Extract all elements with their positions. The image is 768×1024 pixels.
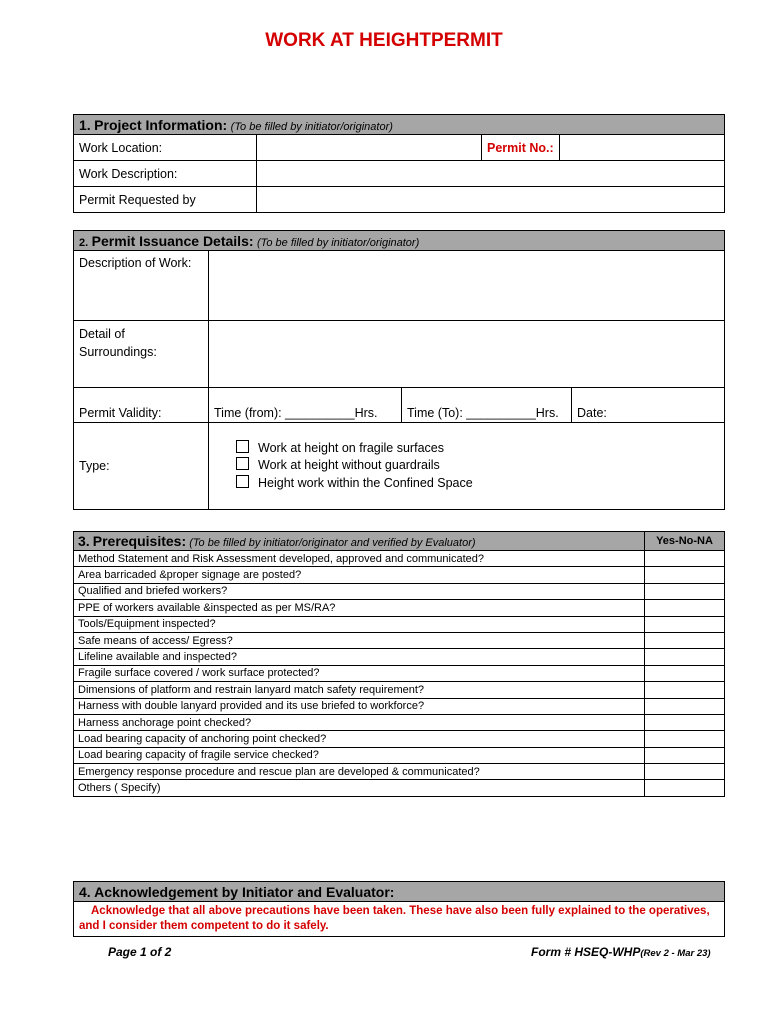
yes-no-na-cell[interactable] [645, 731, 725, 747]
permit-no-field[interactable] [560, 135, 725, 161]
yes-no-na-cell[interactable] [645, 616, 725, 632]
time-to-field[interactable]: Time (To): __________Hrs. [402, 388, 572, 423]
section4-header [74, 882, 725, 902]
yes-no-na-cell[interactable] [645, 567, 725, 583]
table-row [74, 551, 725, 567]
table-row [74, 764, 725, 780]
type-option-fragile[interactable] [236, 440, 719, 458]
prerequisite-text: Load bearing capacity of fragile service checked? [74, 747, 645, 763]
table-row [74, 780, 725, 796]
table-row [74, 616, 725, 632]
table-row [74, 583, 725, 599]
prerequisite-text: Harness with double lanyard provided and its use briefed to workforce? [74, 698, 645, 714]
section1-note: (To be filled by initiator/originator) [230, 120, 393, 133]
yes-no-na-header: Yes-No-NA [645, 532, 725, 551]
type-option-label: Work at height without guardrails [258, 458, 440, 473]
yes-no-na-cell[interactable] [645, 600, 725, 616]
yes-no-na-cell[interactable] [645, 682, 725, 698]
yes-no-na-cell[interactable] [645, 583, 725, 599]
type-option-confined-space[interactable] [236, 475, 719, 493]
description-of-work-label: Description of Work: [74, 251, 209, 321]
work-location-field[interactable] [257, 135, 482, 161]
section4-heading: Acknowledgement by Initiator and Evaluator: [94, 883, 395, 900]
form-revision: (Rev 2 - Mar 23) [640, 948, 711, 959]
section1-header [74, 115, 725, 135]
permit-validity-label: Permit Validity: [74, 388, 209, 423]
table-row [74, 731, 725, 747]
prerequisite-text: Fragile surface covered / work surface protected? [74, 665, 645, 681]
table-row [74, 714, 725, 730]
prerequisite-text: Safe means of access/ Egress? [74, 632, 645, 648]
time-from-field[interactable]: Time (from): __________Hrs. [209, 388, 402, 423]
section3-note: (To be filled by initiator/originator and verified by Evaluator) [189, 537, 476, 549]
type-label: Type: [74, 423, 209, 510]
table-row [74, 600, 725, 616]
yes-no-na-cell[interactable] [645, 551, 725, 567]
section2-header [74, 231, 725, 251]
work-description-field[interactable] [257, 161, 725, 187]
yes-no-na-cell[interactable] [645, 764, 725, 780]
surroundings-field[interactable] [209, 321, 725, 388]
yes-no-na-cell[interactable] [645, 632, 725, 648]
type-option-label: Height work within the Confined Space [258, 475, 473, 490]
type-option-label: Work at height on fragile surfaces [258, 440, 444, 455]
checkbox[interactable] [236, 475, 249, 488]
table-row [74, 665, 725, 681]
table-row [74, 747, 725, 763]
yes-no-na-cell[interactable] [645, 747, 725, 763]
prerequisite-text: Emergency response procedure and rescue plan are developed & communicated? [74, 764, 645, 780]
prerequisites-table [73, 531, 725, 797]
prerequisite-text: Lifeline available and inspected? [74, 649, 645, 665]
table-row [74, 682, 725, 698]
surroundings-label [74, 321, 209, 388]
prerequisite-text: Qualified and briefed workers? [74, 583, 645, 599]
work-description-label: Work Description: [74, 161, 257, 187]
section2-number: 2. [79, 236, 89, 249]
section3-heading: Prerequisites: [92, 533, 187, 549]
permit-requested-by-label: Permit Requested by [74, 187, 257, 213]
section2-heading: Permit Issuance Details: [91, 232, 254, 249]
project-information-table [73, 114, 725, 213]
page-number: Page 1 of 2 [108, 945, 172, 959]
form-id: Form # HSEQ-WHP [531, 945, 641, 959]
prerequisite-text: Tools/Equipment inspected? [74, 616, 645, 632]
permit-issuance-table [73, 230, 725, 510]
permit-no-label: Permit No.: [482, 135, 560, 161]
yes-no-na-cell[interactable] [645, 665, 725, 681]
yes-no-na-cell[interactable] [645, 649, 725, 665]
work-location-label: Work Location: [74, 135, 257, 161]
prerequisite-text: Others ( Specify) [74, 780, 645, 796]
yes-no-na-cell[interactable] [645, 780, 725, 796]
type-options [209, 423, 725, 510]
yes-no-na-cell[interactable] [645, 714, 725, 730]
date-field[interactable]: Date: [572, 388, 725, 423]
section1-heading: Project Information: [94, 116, 228, 133]
prerequisite-text: Area barricaded &proper signage are posted? [74, 567, 645, 583]
prerequisite-text: Load bearing capacity of anchoring point checked? [74, 731, 645, 747]
section4-number: 4. [79, 883, 91, 900]
prerequisite-text: Method Statement and Risk Assessment developed, approved and communicated? [74, 551, 645, 567]
section3-header [74, 532, 645, 551]
checkbox[interactable] [236, 440, 249, 453]
type-option-guardrails[interactable] [236, 457, 719, 475]
yes-no-na-cell[interactable] [645, 698, 725, 714]
prerequisite-text: PPE of workers available &inspected as per MS/RA? [74, 600, 645, 616]
page-title: WORK AT HEIGHTPERMIT [265, 30, 503, 51]
section2-note: (To be filled by initiator/originator) [257, 236, 420, 249]
description-of-work-field[interactable] [209, 251, 725, 321]
form-number [531, 945, 711, 959]
prerequisite-text: Harness anchorage point checked? [74, 714, 645, 730]
acknowledgement-table [73, 881, 725, 937]
surroundings-text: Surroundings: [79, 345, 157, 359]
section3-number: 3. [78, 533, 90, 549]
permit-requested-by-field[interactable] [257, 187, 725, 213]
checkbox[interactable] [236, 457, 249, 470]
table-row [74, 567, 725, 583]
detail-of-text: Detail of [79, 327, 125, 341]
table-row [74, 698, 725, 714]
table-row [74, 632, 725, 648]
prerequisite-text: Dimensions of platform and restrain lanyard match safety requirement? [74, 682, 645, 698]
section1-number: 1. [79, 116, 91, 133]
acknowledgement-text: Acknowledge that all above precautions have been taken. These have also been fully explained to the operatives, and I consider them competent to do it safely. [74, 902, 725, 937]
table-row [74, 649, 725, 665]
